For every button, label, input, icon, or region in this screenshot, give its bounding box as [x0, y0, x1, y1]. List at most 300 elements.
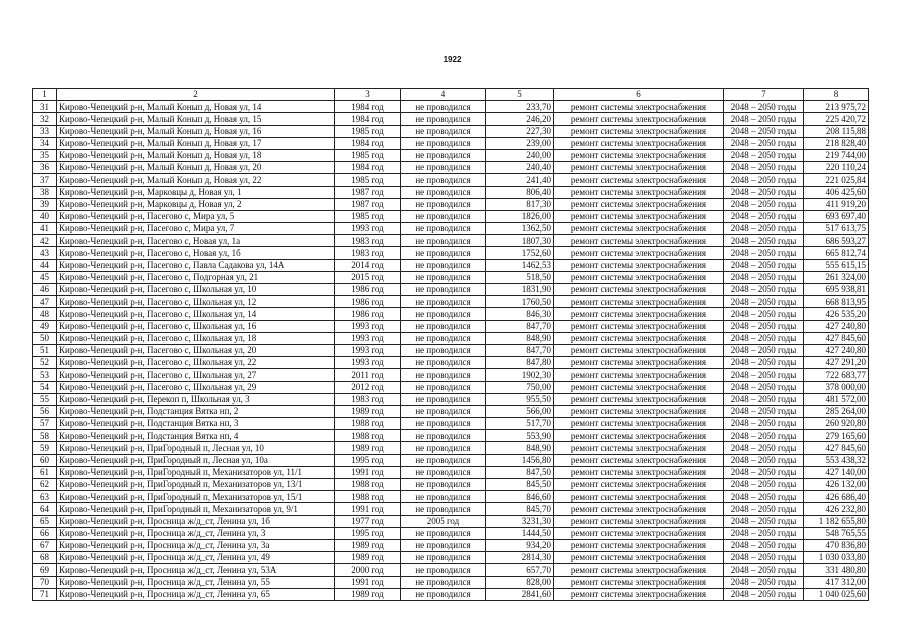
cell-last-repair-year: не проводился: [401, 576, 486, 588]
table-row: [33, 259, 869, 271]
cell-cost: 221 025,84: [804, 174, 869, 186]
cell-address: Кирово-Чепецкий р-н, Марковцы д, Новая ул, 1: [57, 186, 335, 198]
cell-last-repair-year: не проводился: [401, 344, 486, 356]
cell-area: 845,50: [486, 479, 554, 491]
cell-build-year: 1988 год: [335, 430, 401, 442]
cell-row-number: 49: [33, 320, 57, 332]
cell-work-type: ремонт системы электроснабжения: [554, 137, 724, 149]
cell-area: 1444,50: [486, 527, 554, 539]
cell-area: 1752,60: [486, 247, 554, 259]
cell-row-number: 59: [33, 442, 57, 454]
cell-work-type: ремонт системы электроснабжения: [554, 454, 724, 466]
cell-period: 2048 – 2050 годы: [724, 284, 804, 296]
cell-row-number: 36: [33, 162, 57, 174]
cell-cost: 426 132,00: [804, 479, 869, 491]
cell-period: 2048 – 2050 годы: [724, 296, 804, 308]
cell-build-year: 1989 год: [335, 588, 401, 600]
cell-last-repair-year: не проводился: [401, 125, 486, 137]
cell-work-type: ремонт системы электроснабжения: [554, 186, 724, 198]
table-row: [33, 515, 869, 527]
cell-last-repair-year: не проводился: [401, 149, 486, 161]
cell-last-repair-year: не проводился: [401, 381, 486, 393]
cell-work-type: ремонт системы электроснабжения: [554, 198, 724, 210]
cell-row-number: 48: [33, 308, 57, 320]
cell-period: 2048 – 2050 годы: [724, 101, 804, 113]
cell-cost: 548 765,55: [804, 527, 869, 539]
cell-work-type: ремонт системы электроснабжения: [554, 369, 724, 381]
cell-period: 2048 – 2050 годы: [724, 503, 804, 515]
cell-cost: 686 593,27: [804, 235, 869, 247]
cell-period: 2048 – 2050 годы: [724, 332, 804, 344]
cell-address: Кирово-Чепецкий р-н, Малый Конып д, Новая ул, 16: [57, 125, 335, 137]
cell-period: 2048 – 2050 годы: [724, 491, 804, 503]
table-row: [33, 271, 869, 283]
cell-period: 2048 – 2050 годы: [724, 223, 804, 235]
cell-area: 2841,60: [486, 588, 554, 600]
cell-address: Кирово-Чепецкий р-н, Пасегово с, Школьная ул, 20: [57, 344, 335, 356]
cell-area: 1362,50: [486, 223, 554, 235]
cell-last-repair-year: не проводился: [401, 479, 486, 491]
cell-last-repair-year: не проводился: [401, 442, 486, 454]
cell-build-year: 2011 год: [335, 369, 401, 381]
page-number: 1922: [443, 55, 462, 64]
cell-address: Кирово-Чепецкий р-н, Просница ж/д_ст, Ленина ул, 3а: [57, 539, 335, 551]
cell-row-number: 39: [33, 198, 57, 210]
cell-build-year: 1985 год: [335, 149, 401, 161]
cell-row-number: 70: [33, 576, 57, 588]
cell-period: 2048 – 2050 годы: [724, 381, 804, 393]
cell-work-type: ремонт системы электроснабжения: [554, 576, 724, 588]
cell-address: Кирово-Чепецкий р-н, ПриГородный п, Лесная ул, 10а: [57, 454, 335, 466]
cell-build-year: 1988 год: [335, 491, 401, 503]
cell-work-type: ремонт системы электроснабжения: [554, 174, 724, 186]
cell-period: 2048 – 2050 годы: [724, 442, 804, 454]
cell-address: Кирово-Чепецкий р-н, Малый Конып д, Новая ул, 17: [57, 137, 335, 149]
cell-work-type: ремонт системы электроснабжения: [554, 381, 724, 393]
cell-row-number: 52: [33, 357, 57, 369]
cell-last-repair-year: не проводился: [401, 430, 486, 442]
cell-build-year: 1995 год: [335, 454, 401, 466]
cell-last-repair-year: не проводился: [401, 113, 486, 125]
table-row: [33, 491, 869, 503]
cell-period: 2048 – 2050 годы: [724, 430, 804, 442]
table-row: [33, 284, 869, 296]
cell-address: Кирово-Чепецкий р-н, Пасегово с, Павла Садакова ул, 14А: [57, 259, 335, 271]
cell-row-number: 66: [33, 527, 57, 539]
cell-area: 517,70: [486, 418, 554, 430]
cell-build-year: 1988 год: [335, 418, 401, 430]
cell-last-repair-year: не проводился: [401, 332, 486, 344]
cell-work-type: ремонт системы электроснабжения: [554, 442, 724, 454]
cell-row-number: 45: [33, 271, 57, 283]
cell-address: Кирово-Чепецкий р-н, Просница ж/д_ст, Ленина ул, 53А: [57, 564, 335, 576]
cell-period: 2048 – 2050 годы: [724, 198, 804, 210]
cell-build-year: 1989 год: [335, 539, 401, 551]
cell-area: 1807,30: [486, 235, 554, 247]
cell-row-number: 71: [33, 588, 57, 600]
cell-work-type: ремонт системы электроснабжения: [554, 564, 724, 576]
cell-row-number: 33: [33, 125, 57, 137]
cell-row-number: 65: [33, 515, 57, 527]
cell-last-repair-year: не проводился: [401, 527, 486, 539]
table-row: [33, 454, 869, 466]
cell-row-number: 60: [33, 454, 57, 466]
cell-build-year: 1993 год: [335, 332, 401, 344]
cell-period: 2048 – 2050 годы: [724, 576, 804, 588]
table-row: [33, 332, 869, 344]
cell-work-type: ремонт системы электроснабжения: [554, 271, 724, 283]
table-row: [33, 247, 869, 259]
cell-work-type: ремонт системы электроснабжения: [554, 247, 724, 259]
cell-work-type: ремонт системы электроснабжения: [554, 320, 724, 332]
cell-cost: 470 836,80: [804, 539, 869, 551]
cell-last-repair-year: не проводился: [401, 210, 486, 222]
cell-build-year: 2014 год: [335, 259, 401, 271]
cell-address: Кирово-Чепецкий р-н, Пасегово с, Новая ул, 1а: [57, 235, 335, 247]
cell-period: 2048 – 2050 годы: [724, 539, 804, 551]
cell-address: Кирово-Чепецкий р-н, Пасегово с, Школьная ул, 12: [57, 296, 335, 308]
cell-build-year: 1985 год: [335, 174, 401, 186]
cell-area: 241,40: [486, 174, 554, 186]
table-row: [33, 466, 869, 478]
cell-address: Кирово-Чепецкий р-н, Пасегово с, Школьная ул, 29: [57, 381, 335, 393]
cell-row-number: 55: [33, 393, 57, 405]
cell-build-year: 1983 год: [335, 393, 401, 405]
cell-row-number: 68: [33, 552, 57, 564]
cell-work-type: ремонт системы электроснабжения: [554, 357, 724, 369]
cell-last-repair-year: не проводился: [401, 564, 486, 576]
cell-row-number: 37: [33, 174, 57, 186]
cell-area: 934,20: [486, 539, 554, 551]
cell-last-repair-year: не проводился: [401, 308, 486, 320]
cell-period: 2048 – 2050 годы: [724, 344, 804, 356]
cell-cost: 427 845,60: [804, 332, 869, 344]
cell-work-type: ремонт системы электроснабжения: [554, 308, 724, 320]
cell-cost: 427 291,20: [804, 357, 869, 369]
cell-last-repair-year: не проводился: [401, 357, 486, 369]
cell-cost: 417 312,00: [804, 576, 869, 588]
cell-period: 2048 – 2050 годы: [724, 466, 804, 478]
cell-cost: 668 813,95: [804, 296, 869, 308]
cell-address: Кирово-Чепецкий р-н, ПриГородный п, Механизаторов ул, 13/1: [57, 479, 335, 491]
cell-period: 2048 – 2050 годы: [724, 149, 804, 161]
cell-area: 847,50: [486, 466, 554, 478]
cell-address: Кирово-Чепецкий р-н, ПриГородный п, Механизаторов ул, 15/1: [57, 491, 335, 503]
cell-address: Кирово-Чепецкий р-н, Подстанция Вятка нп, 4: [57, 430, 335, 442]
cell-address: Кирово-Чепецкий р-н, Пасегово с, Мира ул, 5: [57, 210, 335, 222]
column-header: 6: [554, 89, 724, 101]
cell-work-type: ремонт системы электроснабжения: [554, 479, 724, 491]
table-row: [33, 393, 869, 405]
data-table: [32, 88, 869, 601]
cell-row-number: 50: [33, 332, 57, 344]
cell-cost: 427 140,00: [804, 466, 869, 478]
cell-address: Кирово-Чепецкий р-н, Пасегово с, Школьная ул, 22: [57, 357, 335, 369]
table-row: [33, 527, 869, 539]
cell-address: Кирово-Чепецкий р-н, Пасегово с, Школьная ул, 14: [57, 308, 335, 320]
cell-row-number: 34: [33, 137, 57, 149]
table-row: [33, 344, 869, 356]
cell-cost: 411 919,20: [804, 198, 869, 210]
cell-address: Кирово-Чепецкий р-н, ПриГородный п, Лесная ул, 10: [57, 442, 335, 454]
cell-row-number: 51: [33, 344, 57, 356]
cell-area: 848,90: [486, 442, 554, 454]
cell-period: 2048 – 2050 годы: [724, 418, 804, 430]
column-header: 2: [57, 89, 335, 101]
cell-last-repair-year: не проводился: [401, 552, 486, 564]
table-row: [33, 430, 869, 442]
cell-last-repair-year: не проводился: [401, 162, 486, 174]
cell-cost: 553 438,32: [804, 454, 869, 466]
cell-area: 847,70: [486, 320, 554, 332]
cell-last-repair-year: не проводился: [401, 393, 486, 405]
column-header: 1: [33, 89, 57, 101]
cell-row-number: 31: [33, 101, 57, 113]
cell-address: Кирово-Чепецкий р-н, Просница ж/д_ст, Ленина ул, 3: [57, 527, 335, 539]
cell-area: 657,70: [486, 564, 554, 576]
cell-period: 2048 – 2050 годы: [724, 454, 804, 466]
cell-address: Кирово-Чепецкий р-н, Малый Конып д, Новая ул, 18: [57, 149, 335, 161]
table-row: [33, 588, 869, 600]
cell-work-type: ремонт системы электроснабжения: [554, 405, 724, 417]
table-row: [33, 564, 869, 576]
cell-last-repair-year: не проводился: [401, 320, 486, 332]
cell-area: 3231,30: [486, 515, 554, 527]
cell-address: Кирово-Чепецкий р-н, Пасегово с, Школьная ул, 18: [57, 332, 335, 344]
cell-work-type: ремонт системы электроснабжения: [554, 235, 724, 247]
cell-cost: 208 115,88: [804, 125, 869, 137]
table-row: [33, 552, 869, 564]
cell-address: Кирово-Чепецкий р-н, Просница ж/д_ст, Ленина ул, 49: [57, 552, 335, 564]
cell-cost: 426 535,20: [804, 308, 869, 320]
cell-build-year: 1984 год: [335, 137, 401, 149]
cell-row-number: 41: [33, 223, 57, 235]
cell-area: 828,00: [486, 576, 554, 588]
cell-last-repair-year: не проводился: [401, 137, 486, 149]
cell-cost: 331 480,80: [804, 564, 869, 576]
table-row: [33, 162, 869, 174]
cell-cost: 218 828,40: [804, 137, 869, 149]
cell-work-type: ремонт системы электроснабжения: [554, 149, 724, 161]
cell-period: 2048 – 2050 годы: [724, 552, 804, 564]
cell-build-year: 1986 год: [335, 284, 401, 296]
cell-work-type: ремонт системы электроснабжения: [554, 332, 724, 344]
cell-address: Кирово-Чепецкий р-н, Малый Конып д, Новая ул, 14: [57, 101, 335, 113]
cell-address: Кирово-Чепецкий р-н, Подстанция Вятка нп, 3: [57, 418, 335, 430]
cell-period: 2048 – 2050 годы: [724, 210, 804, 222]
cell-last-repair-year: не проводился: [401, 186, 486, 198]
cell-period: 2048 – 2050 годы: [724, 186, 804, 198]
cell-address: Кирово-Чепецкий р-н, Перекоп п, Школьная ул, 3: [57, 393, 335, 405]
cell-last-repair-year: не проводился: [401, 405, 486, 417]
cell-period: 2048 – 2050 годы: [724, 259, 804, 271]
cell-build-year: 1987 год: [335, 186, 401, 198]
cell-last-repair-year: не проводился: [401, 296, 486, 308]
cell-work-type: ремонт системы электроснабжения: [554, 430, 724, 442]
cell-work-type: ремонт системы электроснабжения: [554, 588, 724, 600]
cell-area: 227,30: [486, 125, 554, 137]
cell-cost: 693 697,40: [804, 210, 869, 222]
cell-last-repair-year: не проводился: [401, 454, 486, 466]
cell-last-repair-year: не проводился: [401, 235, 486, 247]
cell-cost: 1 040 025,60: [804, 588, 869, 600]
cell-cost: 426 232,80: [804, 503, 869, 515]
table-row: [33, 405, 869, 417]
table-row: [33, 369, 869, 381]
table-row: [33, 576, 869, 588]
cell-cost: 260 920,80: [804, 418, 869, 430]
cell-row-number: 42: [33, 235, 57, 247]
cell-row-number: 69: [33, 564, 57, 576]
cell-address: Кирово-Чепецкий р-н, Малый Конып д, Новая ул, 15: [57, 113, 335, 125]
cell-work-type: ремонт системы электроснабжения: [554, 503, 724, 515]
table-row: [33, 357, 869, 369]
cell-address: Кирово-Чепецкий р-н, ПриГородный п, Механизаторов ул, 9/1: [57, 503, 335, 515]
cell-period: 2048 – 2050 годы: [724, 235, 804, 247]
table-row: [33, 125, 869, 137]
cell-address: Кирово-Чепецкий р-н, Малый Конып д, Новая ул, 20: [57, 162, 335, 174]
cell-build-year: 1991 год: [335, 466, 401, 478]
table-row: [33, 174, 869, 186]
cell-row-number: 61: [33, 466, 57, 478]
cell-period: 2048 – 2050 годы: [724, 308, 804, 320]
cell-area: 246,20: [486, 113, 554, 125]
cell-period: 2048 – 2050 годы: [724, 357, 804, 369]
column-header: 4: [401, 89, 486, 101]
cell-row-number: 62: [33, 479, 57, 491]
table-row: [33, 296, 869, 308]
cell-cost: 279 165,60: [804, 430, 869, 442]
cell-period: 2048 – 2050 годы: [724, 527, 804, 539]
table-row: [33, 137, 869, 149]
cell-area: 1456,80: [486, 454, 554, 466]
cell-build-year: 1983 год: [335, 235, 401, 247]
cell-area: 750,00: [486, 381, 554, 393]
cell-cost: 427 240,80: [804, 320, 869, 332]
cell-last-repair-year: не проводился: [401, 271, 486, 283]
cell-period: 2048 – 2050 годы: [724, 162, 804, 174]
cell-cost: 517 613,75: [804, 223, 869, 235]
cell-address: Кирово-Чепецкий р-н, ПриГородный п, Механизаторов ул, 11/1: [57, 466, 335, 478]
cell-area: 848,90: [486, 332, 554, 344]
cell-period: 2048 – 2050 годы: [724, 137, 804, 149]
cell-work-type: ремонт системы электроснабжения: [554, 284, 724, 296]
cell-area: 1760,50: [486, 296, 554, 308]
cell-cost: 665 812,74: [804, 247, 869, 259]
table-row: [33, 235, 869, 247]
cell-cost: 261 324,00: [804, 271, 869, 283]
cell-work-type: ремонт системы электроснабжения: [554, 539, 724, 551]
cell-period: 2048 – 2050 годы: [724, 515, 804, 527]
cell-last-repair-year: 2005 год: [401, 515, 486, 527]
cell-work-type: ремонт системы электроснабжения: [554, 552, 724, 564]
cell-last-repair-year: не проводился: [401, 503, 486, 515]
table-row: [33, 101, 869, 113]
cell-cost: 378 000,00: [804, 381, 869, 393]
cell-work-type: ремонт системы электроснабжения: [554, 125, 724, 137]
cell-row-number: 47: [33, 296, 57, 308]
cell-build-year: 1993 год: [335, 320, 401, 332]
cell-row-number: 56: [33, 405, 57, 417]
cell-area: 847,70: [486, 344, 554, 356]
column-header: 5: [486, 89, 554, 101]
cell-row-number: 67: [33, 539, 57, 551]
cell-build-year: 2015 год: [335, 271, 401, 283]
cell-build-year: 2012 год: [335, 381, 401, 393]
column-header: 3: [335, 89, 401, 101]
cell-last-repair-year: не проводился: [401, 418, 486, 430]
cell-last-repair-year: не проводился: [401, 466, 486, 478]
cell-period: 2048 – 2050 годы: [724, 405, 804, 417]
cell-build-year: 1991 год: [335, 576, 401, 588]
cell-build-year: 1989 год: [335, 442, 401, 454]
table-row: [33, 479, 869, 491]
cell-build-year: 1985 год: [335, 125, 401, 137]
cell-area: 1462,53: [486, 259, 554, 271]
cell-cost: 555 615,15: [804, 259, 869, 271]
cell-address: Кирово-Чепецкий р-н, Пасегово с, Школьная ул, 16: [57, 320, 335, 332]
cell-address: Кирово-Чепецкий р-н, Пасегово с, Мира ул, 7: [57, 223, 335, 235]
table-row: [33, 113, 869, 125]
table-row: [33, 223, 869, 235]
cell-cost: 1 182 655,80: [804, 515, 869, 527]
cell-work-type: ремонт системы электроснабжения: [554, 210, 724, 222]
cell-build-year: 1984 год: [335, 101, 401, 113]
cell-period: 2048 – 2050 годы: [724, 393, 804, 405]
cell-row-number: 35: [33, 149, 57, 161]
table-row: [33, 503, 869, 515]
cell-cost: 427 240,80: [804, 344, 869, 356]
cell-last-repair-year: не проводился: [401, 284, 486, 296]
cell-period: 2048 – 2050 годы: [724, 369, 804, 381]
cell-last-repair-year: не проводился: [401, 247, 486, 259]
cell-address: Кирово-Чепецкий р-н, Малый Конып д, Новая ул, 22: [57, 174, 335, 186]
column-header: 7: [724, 89, 804, 101]
cell-area: 806,40: [486, 186, 554, 198]
table-row: [33, 186, 869, 198]
table-row: [33, 418, 869, 430]
table-row: [33, 442, 869, 454]
column-header: 8: [804, 89, 869, 101]
cell-work-type: ремонт системы электроснабжения: [554, 223, 724, 235]
cell-row-number: 46: [33, 284, 57, 296]
cell-work-type: ремонт системы электроснабжения: [554, 527, 724, 539]
cell-area: 955,50: [486, 393, 554, 405]
cell-work-type: ремонт системы электроснабжения: [554, 466, 724, 478]
cell-address: Кирово-Чепецкий р-н, Просница ж/д_ст, Ленина ул, 65: [57, 588, 335, 600]
cell-row-number: 58: [33, 430, 57, 442]
cell-area: 1826,00: [486, 210, 554, 222]
cell-build-year: 1985 год: [335, 210, 401, 222]
table-row: [33, 539, 869, 551]
cell-build-year: 1991 год: [335, 503, 401, 515]
cell-row-number: 57: [33, 418, 57, 430]
cell-last-repair-year: не проводился: [401, 101, 486, 113]
cell-cost: 213 975,72: [804, 101, 869, 113]
cell-work-type: ремонт системы электроснабжения: [554, 418, 724, 430]
cell-work-type: ремонт системы электроснабжения: [554, 393, 724, 405]
cell-cost: 481 572,00: [804, 393, 869, 405]
cell-period: 2048 – 2050 годы: [724, 113, 804, 125]
cell-build-year: 2000 год: [335, 564, 401, 576]
cell-build-year: 1989 год: [335, 405, 401, 417]
cell-work-type: ремонт системы электроснабжения: [554, 101, 724, 113]
cell-work-type: ремонт системы электроснабжения: [554, 162, 724, 174]
cell-address: Кирово-Чепецкий р-н, Просница ж/д_ст, Ленина ул, 1б: [57, 515, 335, 527]
cell-address: Кирово-Чепецкий р-н, Подстанция Вятка нп, 2: [57, 405, 335, 417]
cell-area: 566,00: [486, 405, 554, 417]
cell-period: 2048 – 2050 годы: [724, 125, 804, 137]
